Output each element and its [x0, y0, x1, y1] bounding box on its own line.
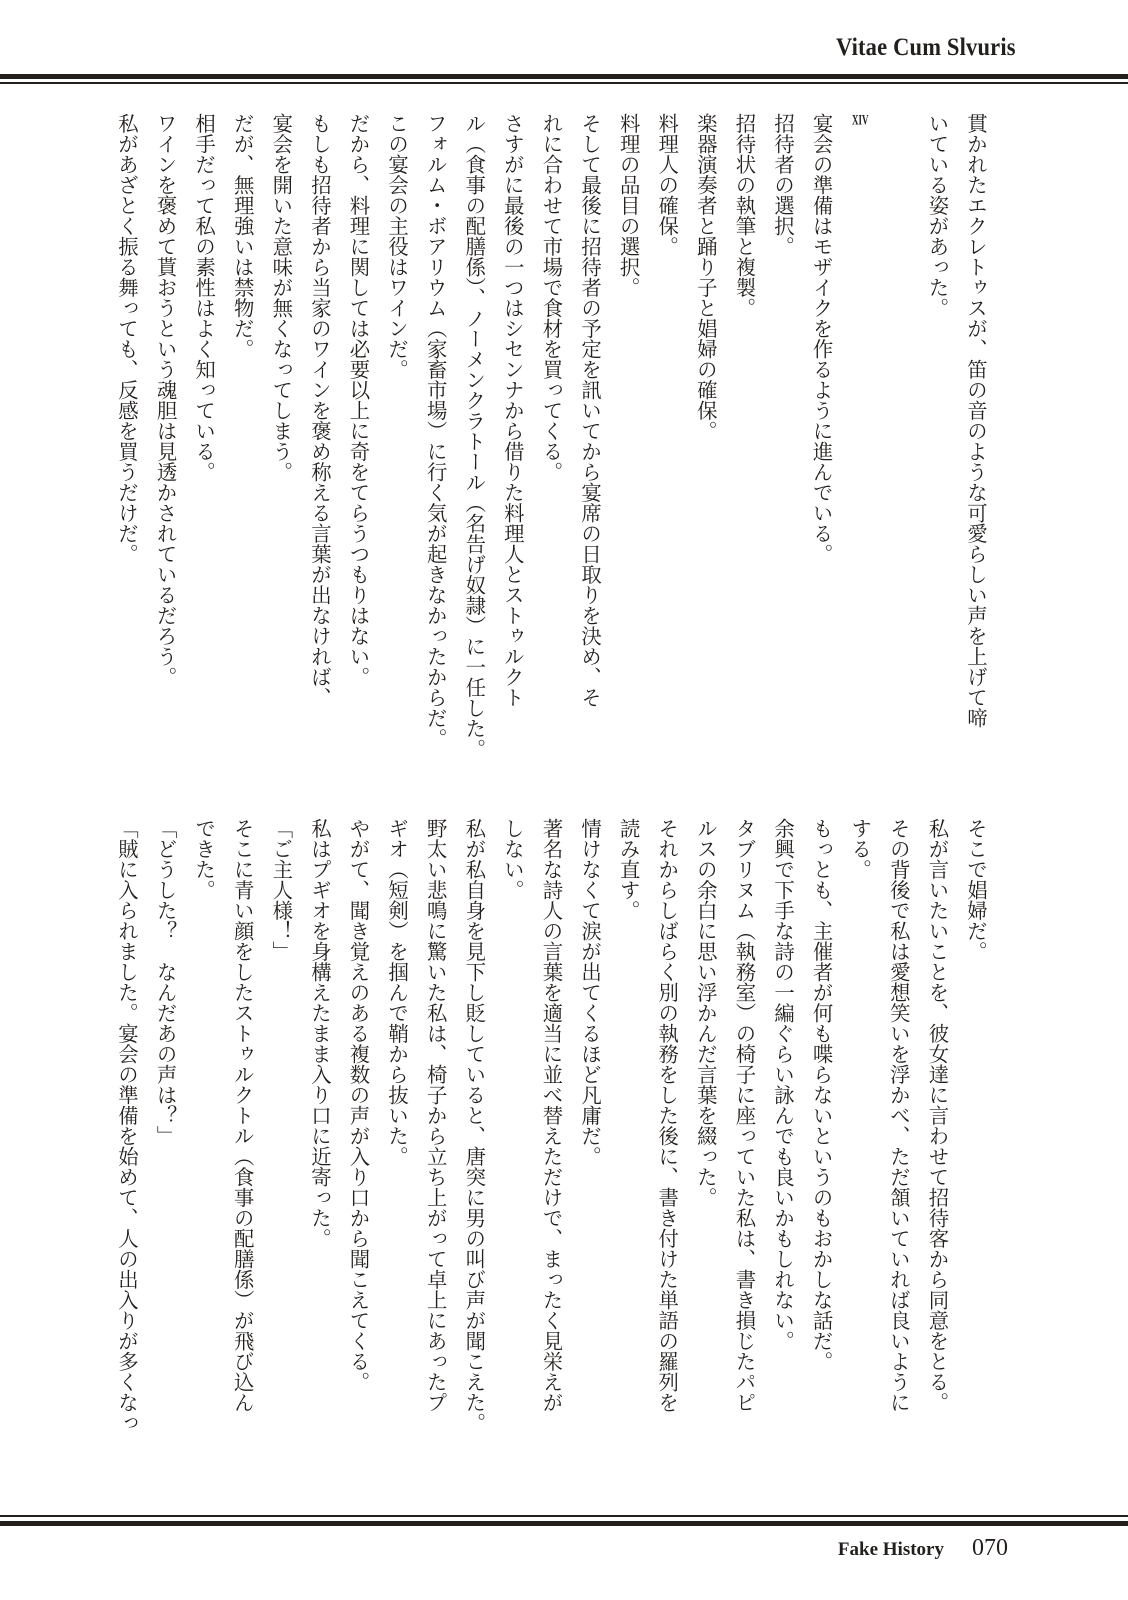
text-line: 招待状の執筆と複製。 — [732, 113, 757, 318]
text-line: フォルム・ボアリウム（家畜市場）に行く気が起きなかったからだ。 — [423, 113, 448, 749]
text-line: そこで娼婦だ。 — [964, 818, 988, 962]
text-line: 余興で下手な詩の一編ぐらい詠んでも良いかもしれない。 — [771, 818, 796, 1351]
footer-rule-thin — [0, 1515, 1128, 1517]
text-line: だが、無理強いは禁物だ。 — [230, 113, 255, 359]
text-line: そして最後に招待者の予定を訊いてから宴席の日取りを決め、そ — [578, 113, 603, 708]
page-number: 070 — [972, 1535, 1008, 1561]
text-line: 招待者の選択。 — [771, 113, 796, 257]
text-line: 「賊に入られました。宴会の準備を始めて、人の出入りが多くなっ — [114, 818, 139, 1433]
text-line: 宴会の準備はモザイクを作るように進んでいる。 — [809, 113, 834, 564]
lower-text-block — [107, 818, 995, 1448]
text-line: 私が言いたいことを、彼女達に言わせて招待客から同意をとる。 — [925, 818, 950, 1413]
text-line: 相手だって私の素性はよく知っている。 — [192, 113, 217, 482]
text-line: だから、料理に関しては必要以上に奇をてらうつもりはない。 — [346, 113, 371, 687]
upper-text-block — [107, 113, 995, 759]
text-line: 著名な詩人の言葉を適当に並べ替えただけで、まったく見栄えが — [539, 818, 564, 1413]
text-line: する。 — [848, 818, 873, 880]
text-line: ギオ（短剣）を掴んで鞘から抜いた。 — [385, 818, 410, 1167]
text-line: その背後で私は愛想笑いを浮かべ、ただ頷いていれば良いように — [886, 818, 911, 1413]
text-line: 貫かれたエクレトゥスが、笛の音のような可愛らしい声を上げて啼 — [964, 113, 988, 728]
text-line: 料理の品目の選択。 — [616, 113, 641, 298]
text-line: タブリヌム（執務室）の椅子に座っていた私は、書き損じたパピ — [732, 818, 757, 1413]
footer-rule-thick — [0, 1521, 1128, 1526]
text-line: 私が私自身を見下し貶していると、唐突に男の叫び声が聞こえた。 — [462, 818, 487, 1433]
page-footer — [838, 1535, 1008, 1562]
text-line: 「ご主人様！」 — [269, 818, 294, 962]
text-line: この宴会の主役はワインだ。 — [385, 113, 410, 380]
text-line: もっとも、主催者が何も喋らないというのもおかしな話だ。 — [809, 818, 834, 1372]
text-line: 「どうした？ なんだあの声は？」 — [153, 818, 178, 1146]
text-line: 宴会を開いた意味が無くなってしまう。 — [269, 113, 294, 482]
header-rule-thin — [0, 82, 1128, 84]
text-line: 情けなくて涙が出てくるほど凡庸だ。 — [578, 818, 603, 1167]
text-line: 楽器演奏者と踊り子と娼婦の確保。 — [693, 113, 718, 441]
header-rule-thick — [0, 74, 1128, 79]
text-line: やがて、聞き覚えのある複数の声が入り口から聞こえてくる。 — [346, 818, 371, 1392]
text-line: そこに青い顔をしたストゥルクトル（食事の配膳係）が飛び込ん — [230, 818, 255, 1413]
text-line: 料理人の確保。 — [655, 113, 680, 257]
text-line: もしも招待者から当家のワインを褒め称える言葉が出なければ、 — [307, 113, 332, 708]
running-title: Vitae Cum Slvuris — [836, 34, 1016, 61]
text-line: できた。 — [192, 818, 217, 900]
blank-line — [879, 113, 918, 743]
text-line: さすがに最後の一つはシセンナから借りた料理人とストゥルクト — [500, 113, 525, 708]
text-line: ワインを褒めて貰おうという魂胆は見透かされているだろう。 — [153, 113, 178, 687]
text-line: 私はプギオを身構えたまま入り口に近寄った。 — [307, 818, 332, 1249]
text-line: いている姿があった。 — [925, 113, 950, 318]
chapter-number: XIV — [851, 113, 869, 128]
text-line: しない。 — [500, 818, 525, 900]
text-line: れに合わせて市場で食材を買ってくる。 — [539, 113, 564, 482]
text-line: それからしばらく別の執務をした後に、書き付けた単語の羅列を — [655, 818, 680, 1413]
text-line: ルスの余白に思い浮かんだ言葉を綴った。 — [693, 818, 718, 1208]
text-line: 野太い悲鳴に驚いた私は、椅子から立ち上がって卓上にあったプ — [423, 818, 448, 1413]
text-line: 私があざとく振る舞っても、反感を買うだけだ。 — [114, 113, 139, 564]
text-line: ル（食事の配膳係）、ノーメンクラトール（名告げ奴隷）に一任した。 — [462, 113, 487, 759]
text-line: 読み直す。 — [616, 818, 641, 921]
chapter-heading — [841, 113, 880, 743]
book-title: Fake History — [837, 1539, 944, 1560]
